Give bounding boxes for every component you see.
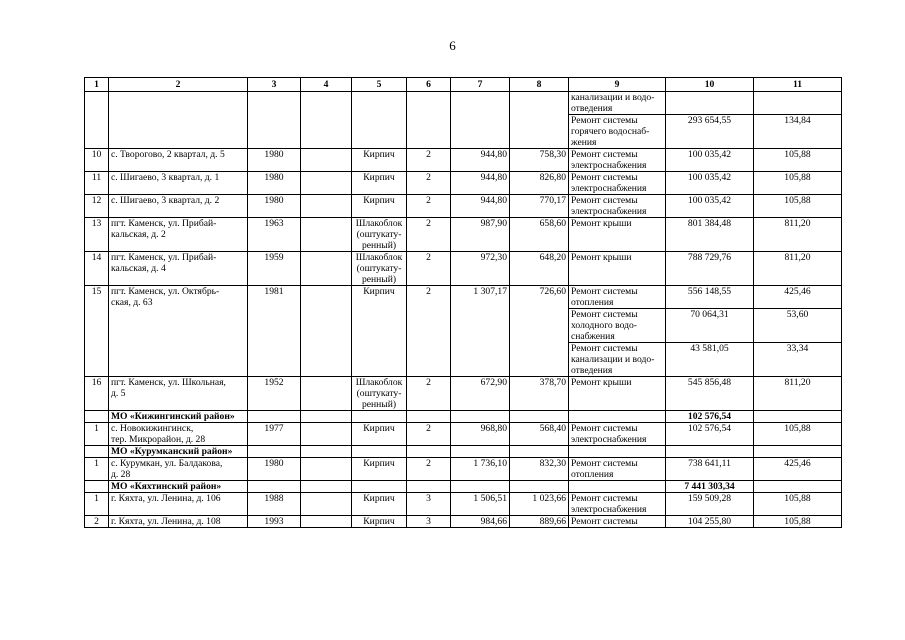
table-row	[85, 377, 842, 411]
table-row	[85, 458, 842, 481]
row-number-cell: 11	[85, 172, 109, 195]
column-header: 2	[109, 78, 248, 92]
row-number-cell: 1	[85, 423, 109, 446]
work-type-cell: Ремонт системы	[569, 516, 666, 528]
area-total-cell: 944,80	[451, 195, 510, 218]
empty-cell	[352, 446, 407, 458]
row-number-cell: 15	[85, 286, 109, 377]
table-row	[85, 149, 842, 172]
work-type-cell: Ремонт системы горячего водоснаб- жения	[569, 115, 666, 149]
empty-cell	[407, 446, 451, 458]
column-header: 9	[569, 78, 666, 92]
district-row	[85, 411, 842, 423]
cost-per-m2-cell: 105,88	[754, 493, 842, 516]
material-cell: Шлакоблок (оштукату- ренный)	[352, 252, 407, 286]
table-body	[85, 92, 842, 528]
row-number-cell: 10	[85, 149, 109, 172]
district-total: 102 576,54	[666, 411, 754, 423]
work-cost-cell: 70 064,31	[666, 309, 754, 343]
work-type-cell: Ремонт системы канализации и водо- отведения	[569, 343, 666, 377]
empty-cell	[754, 446, 842, 458]
work-cost-cell: 545 856,48	[666, 377, 754, 411]
cost-per-m2-cell: 53,60	[754, 309, 842, 343]
cost-per-m2-cell: 105,88	[754, 149, 842, 172]
table-row	[85, 286, 842, 309]
material-cell: Кирпич	[352, 423, 407, 446]
column-header: 1	[85, 78, 109, 92]
floors-cell	[407, 92, 451, 149]
table-row	[85, 172, 842, 195]
work-type-cell: Ремонт крыши	[569, 377, 666, 411]
work-cost-cell: 100 035,42	[666, 149, 754, 172]
empty-cell	[407, 481, 451, 493]
material-cell: Кирпич	[352, 195, 407, 218]
area-total-cell: 1 307,17	[451, 286, 510, 377]
work-type-cell: Ремонт системы электроснабжения	[569, 149, 666, 172]
district-name: МО «Кижингинский район»	[109, 411, 248, 423]
work-cost-cell: 556 148,55	[666, 286, 754, 309]
floors-cell: 2	[407, 423, 451, 446]
work-cost-cell	[666, 92, 754, 115]
page-number: 6	[449, 38, 456, 53]
material-cell: Кирпич	[352, 458, 407, 481]
work-type-cell: Ремонт системы отопления	[569, 286, 666, 309]
address-cell: г. Кяхта, ул. Ленина, д. 108	[109, 516, 248, 528]
row-number-cell	[85, 481, 109, 493]
empty-cell	[754, 411, 842, 423]
year-cell: 1963	[248, 218, 301, 252]
area-living-cell: 758,30	[510, 149, 569, 172]
empty-cell	[510, 411, 569, 423]
year-cell: 1980	[248, 172, 301, 195]
address-cell: г. Кяхта, ул. Ленина, д. 106	[109, 493, 248, 516]
address-cell: с. Курумкан, ул. Балдакова, д. 28	[109, 458, 248, 481]
district-name: МО «Кяхтинский район»	[109, 481, 248, 493]
area-living-cell: 889,66	[510, 516, 569, 528]
area-total-cell: 944,80	[451, 149, 510, 172]
area-total-cell	[451, 92, 510, 149]
empty-cell	[248, 446, 301, 458]
year-cell: 1980	[248, 458, 301, 481]
material-cell: Шлакоблок (оштукату- ренный)	[352, 218, 407, 252]
year-cell: 1952	[248, 377, 301, 411]
address-cell	[109, 92, 248, 149]
area-living-cell: 826,80	[510, 172, 569, 195]
work-cost-cell: 100 035,42	[666, 195, 754, 218]
area-living-cell: 568,40	[510, 423, 569, 446]
address-cell: пгт. Каменск, ул. Октябрь- ская, д. 63	[109, 286, 248, 377]
address-cell: пгт. Каменск, ул. Прибай- кальская, д. 2	[109, 218, 248, 252]
work-cost-cell: 102 576,54	[666, 423, 754, 446]
row-number-cell	[85, 92, 109, 149]
district-total	[666, 446, 754, 458]
table-header-row	[85, 78, 842, 92]
floors-cell: 2	[407, 149, 451, 172]
col4-cell	[301, 218, 352, 252]
row-number-cell: 14	[85, 252, 109, 286]
area-living-cell: 648,20	[510, 252, 569, 286]
row-number-cell: 1	[85, 458, 109, 481]
work-type-cell: Ремонт системы электроснабжения	[569, 172, 666, 195]
year-cell: 1959	[248, 252, 301, 286]
cost-per-m2-cell: 425,46	[754, 458, 842, 481]
column-header: 8	[510, 78, 569, 92]
area-total-cell: 972,30	[451, 252, 510, 286]
work-type-cell: Ремонт системы электроснабжения	[569, 493, 666, 516]
work-cost-cell: 293 654,55	[666, 115, 754, 149]
work-type-cell: Ремонт системы отопления	[569, 458, 666, 481]
column-header: 5	[352, 78, 407, 92]
col4-cell	[301, 377, 352, 411]
year-cell: 1981	[248, 286, 301, 377]
cost-per-m2-cell: 134,84	[754, 115, 842, 149]
material-cell	[352, 92, 407, 149]
work-type-cell: канализации и водо- отведения	[569, 92, 666, 115]
empty-cell	[569, 411, 666, 423]
address-cell: пгт. Каменск, ул. Школьная, д. 5	[109, 377, 248, 411]
year-cell: 1993	[248, 516, 301, 528]
material-cell: Кирпич	[352, 149, 407, 172]
row-number-cell	[85, 446, 109, 458]
cost-per-m2-cell: 105,88	[754, 195, 842, 218]
material-cell: Кирпич	[352, 516, 407, 528]
empty-cell	[301, 481, 352, 493]
table-row	[85, 493, 842, 516]
table-row	[85, 423, 842, 446]
area-total-cell: 1 736,10	[451, 458, 510, 481]
address-cell: пгт. Каменск, ул. Прибай- кальская, д. 4	[109, 252, 248, 286]
repair-program-table	[84, 77, 842, 528]
empty-cell	[569, 446, 666, 458]
material-cell: Кирпич	[352, 493, 407, 516]
cost-per-m2-cell: 811,20	[754, 218, 842, 252]
floors-cell: 3	[407, 493, 451, 516]
year-cell: 1980	[248, 195, 301, 218]
row-number-cell: 2	[85, 516, 109, 528]
area-total-cell: 968,80	[451, 423, 510, 446]
year-cell: 1988	[248, 493, 301, 516]
table-row	[85, 252, 842, 286]
empty-cell	[451, 446, 510, 458]
address-cell: с. Новокижингинск, тер. Микрорайон, д. 28	[109, 423, 248, 446]
year-cell	[248, 92, 301, 149]
cost-per-m2-cell: 105,88	[754, 423, 842, 446]
row-number-cell: 12	[85, 195, 109, 218]
floors-cell: 2	[407, 286, 451, 377]
work-type-cell: Ремонт крыши	[569, 252, 666, 286]
column-header: 4	[301, 78, 352, 92]
row-number-cell: 13	[85, 218, 109, 252]
work-type-cell: Ремонт системы электроснабжения	[569, 423, 666, 446]
col4-cell	[301, 423, 352, 446]
address-cell: с. Шигаево, 3 квартал, д. 2	[109, 195, 248, 218]
column-header: 7	[451, 78, 510, 92]
area-living-cell	[510, 92, 569, 149]
column-header: 3	[248, 78, 301, 92]
floors-cell: 2	[407, 252, 451, 286]
material-cell: Кирпич	[352, 286, 407, 377]
area-living-cell: 378,70	[510, 377, 569, 411]
empty-cell	[510, 481, 569, 493]
table-row	[85, 195, 842, 218]
empty-cell	[352, 481, 407, 493]
row-number-cell: 1	[85, 493, 109, 516]
cost-per-m2-cell: 105,88	[754, 516, 842, 528]
table-row	[85, 92, 842, 115]
work-cost-cell: 159 509,28	[666, 493, 754, 516]
col4-cell	[301, 92, 352, 149]
table-row	[85, 516, 842, 528]
area-living-cell: 1 023,66	[510, 493, 569, 516]
empty-cell	[754, 481, 842, 493]
year-cell: 1980	[248, 149, 301, 172]
cost-per-m2-cell: 811,20	[754, 377, 842, 411]
area-total-cell: 1 506,51	[451, 493, 510, 516]
col4-cell	[301, 286, 352, 377]
cost-per-m2-cell: 33,34	[754, 343, 842, 377]
district-total: 7 441 303,34	[666, 481, 754, 493]
area-total-cell: 984,66	[451, 516, 510, 528]
col4-cell	[301, 252, 352, 286]
cost-per-m2-cell: 425,46	[754, 286, 842, 309]
area-living-cell: 770,17	[510, 195, 569, 218]
col4-cell	[301, 516, 352, 528]
col4-cell	[301, 458, 352, 481]
cost-per-m2-cell: 811,20	[754, 252, 842, 286]
work-type-cell: Ремонт системы холодного водо- снабжения	[569, 309, 666, 343]
work-cost-cell: 104 255,80	[666, 516, 754, 528]
floors-cell: 2	[407, 458, 451, 481]
empty-cell	[407, 411, 451, 423]
material-cell: Кирпич	[352, 172, 407, 195]
row-number-cell: 16	[85, 377, 109, 411]
area-total-cell: 987,90	[451, 218, 510, 252]
year-cell: 1977	[248, 423, 301, 446]
empty-cell	[510, 446, 569, 458]
work-cost-cell: 738 641,11	[666, 458, 754, 481]
district-name: МО «Курумканский район»	[109, 446, 248, 458]
district-row	[85, 446, 842, 458]
material-cell: Шлакоблок (оштукату- ренный)	[352, 377, 407, 411]
column-header: 6	[407, 78, 451, 92]
work-cost-cell: 801 384,48	[666, 218, 754, 252]
area-living-cell: 658,60	[510, 218, 569, 252]
col4-cell	[301, 195, 352, 218]
column-header: 11	[754, 78, 842, 92]
empty-cell	[248, 481, 301, 493]
floors-cell: 2	[407, 218, 451, 252]
cost-per-m2-cell: 105,88	[754, 172, 842, 195]
address-cell: с. Творогово, 2 квартал, д. 5	[109, 149, 248, 172]
empty-cell	[451, 481, 510, 493]
floors-cell: 2	[407, 377, 451, 411]
column-header: 10	[666, 78, 754, 92]
floors-cell: 2	[407, 195, 451, 218]
area-total-cell: 672,90	[451, 377, 510, 411]
floors-cell: 3	[407, 516, 451, 528]
col4-cell	[301, 493, 352, 516]
work-cost-cell: 100 035,42	[666, 172, 754, 195]
work-type-cell: Ремонт крыши	[569, 218, 666, 252]
col4-cell	[301, 149, 352, 172]
empty-cell	[569, 481, 666, 493]
area-living-cell: 726,60	[510, 286, 569, 377]
work-cost-cell: 43 581,05	[666, 343, 754, 377]
table-row	[85, 218, 842, 252]
work-cost-cell: 788 729,76	[666, 252, 754, 286]
empty-cell	[301, 411, 352, 423]
work-type-cell: Ремонт системы электроснабжения	[569, 195, 666, 218]
area-total-cell: 944,80	[451, 172, 510, 195]
area-living-cell: 832,30	[510, 458, 569, 481]
floors-cell: 2	[407, 172, 451, 195]
empty-cell	[352, 411, 407, 423]
empty-cell	[301, 446, 352, 458]
district-row	[85, 481, 842, 493]
empty-cell	[248, 411, 301, 423]
empty-cell	[451, 411, 510, 423]
cost-per-m2-cell	[754, 92, 842, 115]
address-cell: с. Шигаево, 3 квартал, д. 1	[109, 172, 248, 195]
col4-cell	[301, 172, 352, 195]
row-number-cell	[85, 411, 109, 423]
